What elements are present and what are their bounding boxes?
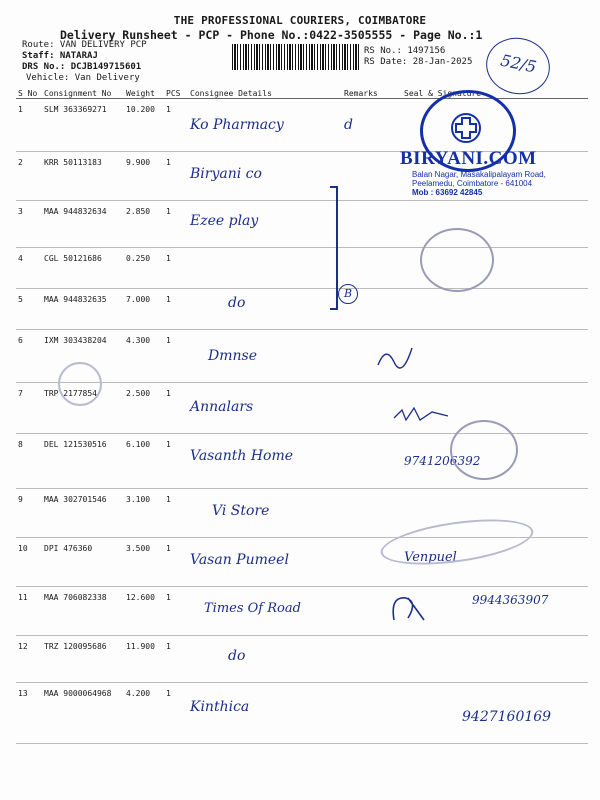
row-weight: 2.850 <box>124 201 164 248</box>
row-consignment: TRZ 120095686 <box>42 636 124 683</box>
company-title: THE PROFESSIONAL COURIERS, COIMBATORE <box>173 14 427 27</box>
row-consignment: IXM 303438204 <box>42 330 124 383</box>
row-consignee-handwritten: Ko Pharmacy <box>188 99 342 152</box>
row-remarks <box>342 152 402 201</box>
route-label: Route: VAN DELIVERY PCP <box>22 40 147 50</box>
row-sno: 11 <box>16 587 42 636</box>
row-weight: 3.500 <box>124 538 164 587</box>
faint-store-stamp <box>450 420 518 480</box>
runsheet-title: Delivery Runsheet - PCP - Phone No.:0422-3505555 - Page No.:1 <box>60 28 483 42</box>
rs-date: RS Date: 28-Jan-2025 <box>364 57 473 67</box>
corner-note: 52/5 <box>481 32 555 100</box>
drs-label: DRS No.: DCJB149715601 <box>22 62 142 72</box>
row-sno: 1 <box>16 99 42 152</box>
row-sno: 5 <box>16 289 42 330</box>
row-sno: 10 <box>16 538 42 587</box>
row-consignee-handwritten: Vi Store <box>188 489 342 538</box>
row-sno: 12 <box>16 636 42 683</box>
row-weight: 4.200 <box>124 683 164 744</box>
row-consignment: MAA 302701546 <box>42 489 124 538</box>
row-consignment: DEL 121530516 <box>42 434 124 489</box>
biryani-stamp-address <box>412 170 546 197</box>
signature-scribble-7 <box>376 340 416 370</box>
row-sno: 6 <box>16 330 42 383</box>
row-consignee-handwritten: Vasanth Home <box>188 434 342 489</box>
col-remarks: Remarks <box>342 88 402 99</box>
row-sno: 3 <box>16 201 42 248</box>
row-pcs: 1 <box>164 636 188 683</box>
row-weight: 3.100 <box>124 489 164 538</box>
row-sno: 13 <box>16 683 42 744</box>
table-row <box>16 248 588 289</box>
table-header <box>16 88 588 99</box>
row-pcs: 1 <box>164 587 188 636</box>
barcode <box>232 44 360 70</box>
row-sno: 2 <box>16 152 42 201</box>
row-pcs: 1 <box>164 683 188 744</box>
row-remarks <box>342 248 402 289</box>
row-remarks <box>342 489 402 538</box>
row-weight: 9.900 <box>124 152 164 201</box>
biryani-stamp-name: BIRYANI.COM <box>400 148 537 169</box>
row-pcs: 1 <box>164 99 188 152</box>
table-row <box>16 330 588 383</box>
table-row <box>16 289 588 330</box>
row-consignee-handwritten: Times Of Road <box>188 587 342 636</box>
row-consignment: SLM 363369271 <box>42 99 124 152</box>
row-consignee-handwritten: Biryani co <box>188 152 342 201</box>
row-pcs: 1 <box>164 152 188 201</box>
row-consignment: KRR 50113183 <box>42 152 124 201</box>
table-row <box>16 201 588 248</box>
faint-round-stamp <box>420 228 494 292</box>
row-pcs: 1 <box>164 330 188 383</box>
row-consignment: MAA 944832635 <box>42 289 124 330</box>
row-weight: 10.200 <box>124 99 164 152</box>
row-consignee-handwritten: do <box>188 636 342 683</box>
circled-mark: B <box>338 284 358 304</box>
row-weight: 12.600 <box>124 587 164 636</box>
row-sno: 9 <box>16 489 42 538</box>
row-consignment: MAA 9000064968 <box>42 683 124 744</box>
row-consignment: TRP 2177854 <box>42 383 124 434</box>
col-signature: Seal & Signature <box>402 88 588 99</box>
row-pcs: 1 <box>164 248 188 289</box>
signature-scribble-13 <box>388 590 428 626</box>
row-phone-handwritten: 9741206392 <box>402 434 588 489</box>
table-row <box>16 636 588 683</box>
row-sno: 7 <box>16 383 42 434</box>
row-sno: 8 <box>16 434 42 489</box>
row-phone-handwritten: 9427160169 <box>402 683 588 744</box>
row-pcs: 1 <box>164 201 188 248</box>
row-remarks-handwritten: d <box>342 99 402 152</box>
staff-label: Staff: NATARAJ <box>22 51 98 61</box>
faint-small-stamp <box>58 362 102 406</box>
row-consignment: DPI 476360 <box>42 538 124 587</box>
col-pcs: PCS <box>164 88 188 99</box>
row-consignee-handwritten <box>188 248 342 289</box>
row-pcs: 1 <box>164 489 188 538</box>
table-row <box>16 683 588 744</box>
row-weight: 0.250 <box>124 248 164 289</box>
row-pcs: 1 <box>164 289 188 330</box>
row-consignment: CGL 50121686 <box>42 248 124 289</box>
row-pcs: 1 <box>164 383 188 434</box>
row-consignee-handwritten: Vasan Pumeel <box>188 538 342 587</box>
row-consignee-handwritten: do <box>188 289 342 330</box>
col-consignment: Consignment No <box>42 88 124 99</box>
row-sno: 4 <box>16 248 42 289</box>
col-weight: Weight <box>124 88 164 99</box>
table-row <box>16 587 588 636</box>
vehicle-label: Vehicle: Van Delivery <box>26 73 140 83</box>
row-consignee-handwritten: Annalars <box>188 383 342 434</box>
row-pcs: 1 <box>164 434 188 489</box>
row-remarks <box>342 201 402 248</box>
row-weight: 4.300 <box>124 330 164 383</box>
row-weight: 6.100 <box>124 434 164 489</box>
row-phone-handwritten: 9944363907 <box>402 587 588 636</box>
row-consignment: MAA 706082338 <box>42 587 124 636</box>
row-consignee-handwritten: Kinthica <box>188 683 342 744</box>
biryani-address-line1: Balan Nagar, Masakalipalayam Road, <box>412 170 546 179</box>
col-sno: S No <box>16 88 42 99</box>
row-remarks <box>342 636 402 683</box>
row-weight: 2.500 <box>124 383 164 434</box>
biryani-address-line2: Peelamedu, Coimbatore - 641004 <box>412 179 533 188</box>
row-pcs: 1 <box>164 538 188 587</box>
signature-scribble-8 <box>392 400 452 426</box>
row-weight: 11.900 <box>124 636 164 683</box>
row-consignment: MAA 944832634 <box>42 201 124 248</box>
col-consignee: Consignee Details <box>188 88 342 99</box>
row-weight: 7.000 <box>124 289 164 330</box>
row-signature-handwritten: Venpuel <box>402 538 588 587</box>
medical-cross-icon <box>451 113 481 143</box>
row-consignee-handwritten: Ezee play <box>188 201 342 248</box>
bracket-mark <box>330 186 338 310</box>
biryani-mobile: Mob : 63692 42845 <box>412 188 483 197</box>
rs-number: RS No.: 1497156 <box>364 46 446 56</box>
row-consignee-handwritten: Dmnse <box>188 330 342 383</box>
